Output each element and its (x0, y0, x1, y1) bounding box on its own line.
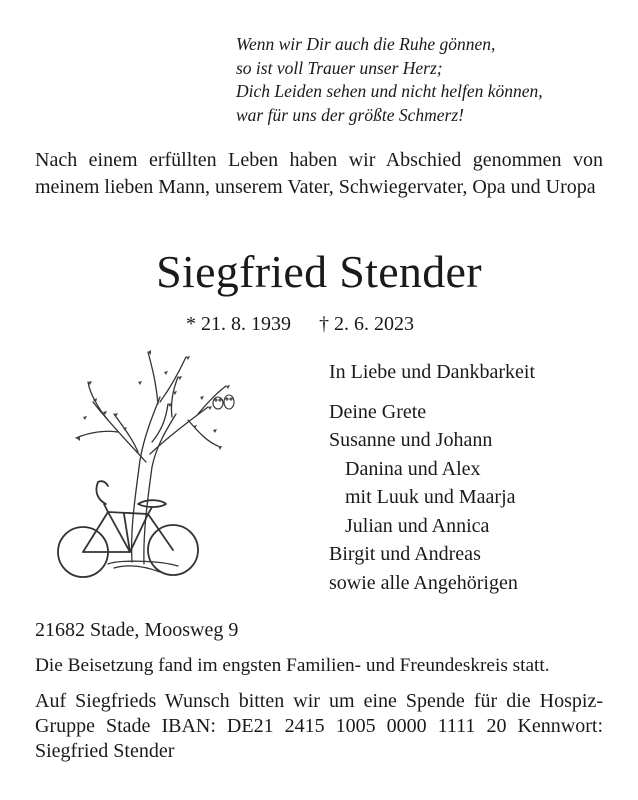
deceased-name: Siegfried Stender (156, 246, 482, 297)
mourners-list (329, 358, 619, 597)
poem-line: Wenn wir Dir auch die Ruhe gönnen, (236, 34, 496, 54)
mourner-name: mit Luuk und Maarja (345, 486, 516, 508)
poem-line: so ist voll Trauer unser Herz; (236, 57, 443, 78)
poem-line: war für uns der größte Schmerz! (236, 104, 464, 125)
mourners-heading: In Liebe und Dankbarkeit (329, 361, 536, 383)
donation-note: Auf Siegfrieds Wunsch bitten wir um eine Spende für die Hospiz-Gruppe Stade IBAN: DE21 2415 1005 0000 1111 20 Kennwort: Siegfried Stender (35, 690, 603, 762)
birth-date: * 21. 8. 1939 (186, 313, 291, 335)
life-dates (186, 310, 414, 338)
mourner-name: Deine Grete (329, 400, 427, 423)
mourner-name: Danina und Alex (345, 457, 481, 480)
address: 21682 Stade, Moosweg 9 (35, 619, 239, 641)
burial-note: Die Beisetzung fand im engsten Familien- und Freundeskreis statt. (35, 655, 550, 676)
poem (236, 33, 631, 127)
mourner-name: Susanne und Johann (329, 429, 493, 451)
death-date: † 2. 6. 2023 (319, 313, 414, 335)
tree-with-bicycle-and-owls-drawing (48, 342, 248, 592)
mourner-name: Julian und Annica (345, 514, 490, 537)
mourner-name: sowie alle Angehörigen (329, 571, 518, 594)
poem-line: Dich Leiden sehen und nicht helfen können, (236, 81, 543, 101)
mourner-name: Birgit und Andreas (329, 543, 481, 565)
intro-text: Nach einem erfüllten Leben haben wir Abschied genommen von meinem lieben Mann, unserem Vater, Schwiegervater, Opa und Uropa (35, 149, 603, 198)
